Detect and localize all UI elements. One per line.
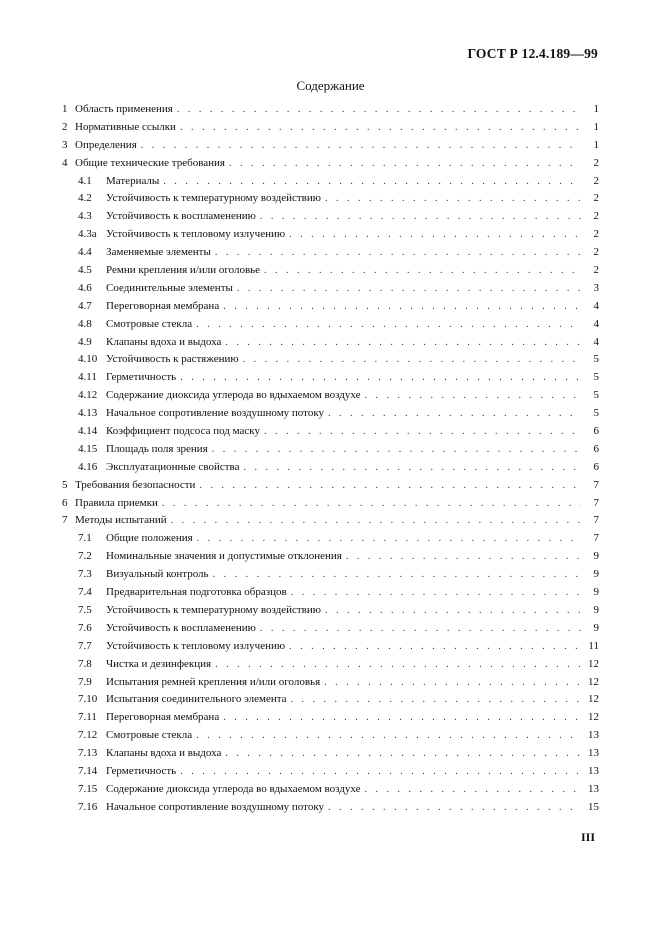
dot-leader <box>325 190 581 208</box>
toc-entry-number: 4.11 <box>78 371 97 384</box>
toc-entry-page: 7 <box>593 532 599 545</box>
toc-entry <box>62 351 599 369</box>
toc-entry-page: 15 <box>588 800 599 813</box>
toc-entry <box>62 101 599 119</box>
toc-entry-title: Предварительная подготовка образцов <box>106 586 287 599</box>
toc-entry-number: 7.15 <box>78 782 98 795</box>
toc-entry-page: 7 <box>593 496 599 509</box>
toc-entry <box>62 405 599 423</box>
toc-entry-page: 9 <box>593 568 599 581</box>
toc-entry-number: 4.3 <box>78 210 92 223</box>
dot-leader <box>291 584 581 602</box>
toc-entry <box>62 137 599 155</box>
toc-entry-number: 4.6 <box>78 281 92 294</box>
toc-entry <box>62 423 599 441</box>
toc-entry <box>62 155 599 173</box>
toc-entry <box>62 280 599 298</box>
dot-leader <box>260 208 581 226</box>
toc-entry-number: 4 <box>62 156 68 169</box>
dot-leader <box>197 530 581 548</box>
toc-entry <box>62 441 599 459</box>
toc-entry-page: 9 <box>593 550 599 563</box>
toc-entry-page: 2 <box>593 264 599 277</box>
toc-entry <box>62 674 599 692</box>
toc-entry-number: 7.4 <box>78 586 92 599</box>
toc-entry-number: 4.15 <box>78 442 98 455</box>
toc-entry <box>62 745 599 763</box>
toc-entry-title: Заменяемые элементы <box>106 246 211 259</box>
toc-entry-number: 1 <box>62 103 68 115</box>
toc-entry-title: Смотровые стекла <box>106 729 193 742</box>
toc-entry <box>62 369 599 387</box>
toc-entry-page: 4 <box>593 317 599 330</box>
dot-leader <box>196 316 581 334</box>
toc-entry-number: 4.2 <box>78 192 92 205</box>
toc-entry <box>62 566 599 584</box>
toc-entry-title: Ремни крепления и/или оголовье <box>106 264 261 277</box>
toc-entry-page: 9 <box>593 621 599 634</box>
dot-leader <box>346 548 581 566</box>
toc-entry-page: 12 <box>588 675 599 688</box>
toc-entry-number: 7.14 <box>78 764 98 777</box>
toc-entry <box>62 316 599 334</box>
toc-entry <box>62 119 599 137</box>
toc-entry <box>62 656 599 674</box>
toc-entry-title: Визуальный контроль <box>106 568 209 581</box>
toc-entry-number: 4.3а <box>78 228 97 241</box>
dot-leader <box>243 459 581 477</box>
toc-entry-page: 6 <box>593 442 599 455</box>
toc-entry-title: Общие технические требования <box>75 156 225 169</box>
toc-entry <box>62 799 599 817</box>
toc-entry-page: 3 <box>593 281 599 294</box>
dot-leader <box>215 656 581 674</box>
toc-entry-number: 7.13 <box>78 747 98 760</box>
toc-entry-page: 5 <box>593 353 599 366</box>
toc-entry-page: 4 <box>593 299 599 312</box>
dot-leader <box>243 351 581 369</box>
toc-entry-page: 1 <box>593 120 599 133</box>
dot-leader <box>365 387 581 405</box>
toc-entry-page: 9 <box>593 586 599 599</box>
toc-entry-page: 5 <box>593 407 599 420</box>
toc-entry <box>62 638 599 656</box>
toc-entry-page: 2 <box>593 228 599 241</box>
dot-leader <box>325 602 581 620</box>
dot-leader <box>289 638 581 656</box>
toc-entry-number: 7.3 <box>78 568 92 581</box>
toc-entry-number: 7.2 <box>78 550 92 563</box>
toc-entry-number: 7.9 <box>78 675 92 688</box>
toc-entry-page: 2 <box>593 210 599 223</box>
toc-entry <box>62 512 599 530</box>
toc-entry-title: Содержание диоксида углерода во вдыхаемом воздухе <box>106 389 361 402</box>
toc-entry-number: 6 <box>62 496 68 509</box>
toc-entry-number: 7.1 <box>78 532 92 545</box>
toc-entry-page: 6 <box>593 425 599 438</box>
toc-entry-page: 2 <box>593 156 599 169</box>
toc-entry-title: Номинальные значения и допустимые отклонения <box>106 550 342 563</box>
toc-entry-page: 7 <box>593 478 599 491</box>
dot-leader <box>212 441 581 459</box>
toc-entry-title: Устойчивость к растяжению <box>106 353 239 366</box>
toc-entry-number: 4.14 <box>78 425 98 438</box>
dot-leader <box>177 101 581 119</box>
toc-entry-number: 5 <box>62 478 68 491</box>
dot-leader <box>163 173 581 191</box>
toc-entry-title: Испытания ремней крепления и/или оголовья <box>106 675 321 688</box>
toc-entry-number: 7 <box>62 514 68 527</box>
toc-entry-title: Область применения <box>75 103 173 115</box>
dot-leader <box>196 727 581 745</box>
toc-entry-page: 2 <box>593 246 599 259</box>
toc-entry-number: 3 <box>62 138 68 151</box>
toc-entry <box>62 584 599 602</box>
toc-entry-title: Испытания соединительного элемента <box>106 693 287 706</box>
toc-entry-page: 13 <box>588 729 599 742</box>
toc-entry <box>62 691 599 709</box>
toc-entry-page: 4 <box>593 335 599 348</box>
toc-entry <box>62 763 599 781</box>
dot-leader <box>162 495 581 513</box>
toc-entry <box>62 602 599 620</box>
toc-entry <box>62 459 599 477</box>
toc-entry-page: 2 <box>593 192 599 205</box>
dot-leader <box>328 405 581 423</box>
toc-entry-page: 2 <box>593 174 599 187</box>
dot-leader <box>180 763 581 781</box>
toc-entry-number: 4.7 <box>78 299 92 312</box>
toc-entry-title: Устойчивость к тепловому излучению <box>106 228 286 241</box>
toc-entry <box>62 477 599 495</box>
toc-entry-number: 4.5 <box>78 264 92 277</box>
toc-entry <box>62 244 599 262</box>
toc-entry-page: 13 <box>588 747 599 760</box>
toc-entry-title: Устойчивость к тепловому излучению <box>106 639 286 652</box>
dot-leader <box>225 334 581 352</box>
toc-entry-number: 7.16 <box>78 800 98 813</box>
table-of-contents <box>62 101 599 817</box>
toc-entry-title: Устойчивость к воспламенению <box>106 621 256 634</box>
toc-entry-page: 12 <box>588 711 599 724</box>
toc-entry-page: 5 <box>593 389 599 402</box>
toc-entry-number: 2 <box>62 120 68 133</box>
dot-leader <box>215 244 581 262</box>
toc-entry-title: Методы испытаний <box>75 514 167 527</box>
toc-entry-title: Правила приемки <box>75 496 158 509</box>
toc-entry <box>62 298 599 316</box>
toc-entry <box>62 387 599 405</box>
toc-entry-title: Требования безопасности <box>75 478 196 491</box>
dot-leader <box>213 566 581 584</box>
toc-entry-title: Определения <box>75 138 137 151</box>
toc-entry-number: 7.11 <box>78 711 97 724</box>
toc-entry <box>62 620 599 638</box>
toc-entry-page: 6 <box>593 460 599 473</box>
toc-entry-number: 4.9 <box>78 335 92 348</box>
toc-entry-page: 1 <box>593 138 599 151</box>
dot-leader <box>260 620 581 638</box>
toc-entry-page: 13 <box>588 782 599 795</box>
dot-leader <box>264 262 581 280</box>
dot-leader <box>225 745 581 763</box>
toc-entry <box>62 226 599 244</box>
toc-entry <box>62 208 599 226</box>
toc-entry-title: Эксплуатационные свойства <box>106 460 240 473</box>
toc-entry-page: 12 <box>588 693 599 706</box>
toc-entry <box>62 495 599 513</box>
toc-entry-page: 12 <box>588 657 599 670</box>
toc-entry <box>62 709 599 727</box>
toc-entry-title: Коэффициент подсоса под маску <box>106 425 260 438</box>
page-number: III <box>580 830 595 844</box>
dot-leader <box>180 369 581 387</box>
toc-entry <box>62 781 599 799</box>
dot-leader <box>141 137 581 155</box>
dot-leader <box>328 799 581 817</box>
document-code: ГОСТ Р 12.4.189—99 <box>467 46 598 61</box>
toc-entry-number: 7.10 <box>78 693 98 706</box>
toc-entry-title: Содержание диоксида углерода во вдыхаемом воздухе <box>106 782 361 795</box>
toc-entry-page: 13 <box>588 764 599 777</box>
dot-leader <box>171 512 581 530</box>
toc-entry-number: 4.4 <box>78 246 92 259</box>
dot-leader <box>223 709 581 727</box>
toc-entry-page: 7 <box>593 514 599 527</box>
toc-entry-number: 7.6 <box>78 621 92 634</box>
dot-leader <box>264 423 581 441</box>
toc-entry-title: Начальное сопротивление воздушному потоку <box>106 407 325 420</box>
toc-entry-number: 4.16 <box>78 460 98 473</box>
toc-entry-title: Устойчивость к температурному воздействию <box>106 192 321 205</box>
toc-entry-number: 4.13 <box>78 407 98 420</box>
toc-entry <box>62 262 599 280</box>
toc-entry <box>62 173 599 191</box>
toc-entry <box>62 530 599 548</box>
toc-entry <box>62 334 599 352</box>
toc-entry-title: Клапаны вдоха и выдоха <box>106 335 222 348</box>
toc-entry-title: Переговорная мембрана <box>106 299 220 312</box>
toc-entry-page: 11 <box>588 639 599 652</box>
toc-entry-title: Начальное сопротивление воздушному потоку <box>106 800 325 813</box>
dot-leader <box>223 298 581 316</box>
toc-entry-title: Герметичность <box>106 764 177 777</box>
toc-entry-title: Чистка и дезинфекция <box>106 657 212 670</box>
toc-entry-number: 4.1 <box>78 174 92 187</box>
dot-leader <box>291 691 581 709</box>
toc-entry-number: 4.12 <box>78 389 98 402</box>
toc-entry-number: 7.12 <box>78 729 98 742</box>
toc-entry <box>62 548 599 566</box>
toc-entry-page: 9 <box>593 603 599 616</box>
toc-entry <box>62 727 599 745</box>
dot-leader <box>324 674 581 692</box>
toc-title: Содержание <box>296 78 365 93</box>
toc-entry-page: 1 <box>593 103 599 115</box>
toc-entry-title: Соединительные элементы <box>106 281 233 294</box>
toc-entry-title: Нормативные ссылки <box>75 120 176 133</box>
toc-entry-title: Устойчивость к воспламенению <box>106 210 256 223</box>
toc-entry-title: Общие положения <box>106 532 193 545</box>
toc-entry-title: Площадь поля зрения <box>106 442 208 455</box>
toc-entry-number: 4.8 <box>78 317 92 330</box>
dot-leader <box>237 280 581 298</box>
toc-entry-page: 5 <box>593 371 599 384</box>
toc-entry-title: Переговорная мембрана <box>106 711 220 724</box>
dot-leader <box>289 226 581 244</box>
toc-entry <box>62 190 599 208</box>
toc-entry-title: Клапаны вдоха и выдоха <box>106 747 222 760</box>
toc-entry-number: 7.7 <box>78 639 92 652</box>
toc-entry-number: 4.10 <box>78 353 98 366</box>
dot-leader <box>180 119 581 137</box>
dot-leader <box>229 155 581 173</box>
toc-entry-title: Смотровые стекла <box>106 317 193 330</box>
toc-entry-number: 7.8 <box>78 657 92 670</box>
dot-leader <box>199 477 581 495</box>
toc-entry-title: Материалы <box>106 174 160 187</box>
toc-entry-title: Устойчивость к температурному воздействию <box>106 603 321 616</box>
toc-entry-title: Герметичность <box>106 371 177 384</box>
dot-leader <box>365 781 581 799</box>
toc-entry-number: 7.5 <box>78 603 92 616</box>
